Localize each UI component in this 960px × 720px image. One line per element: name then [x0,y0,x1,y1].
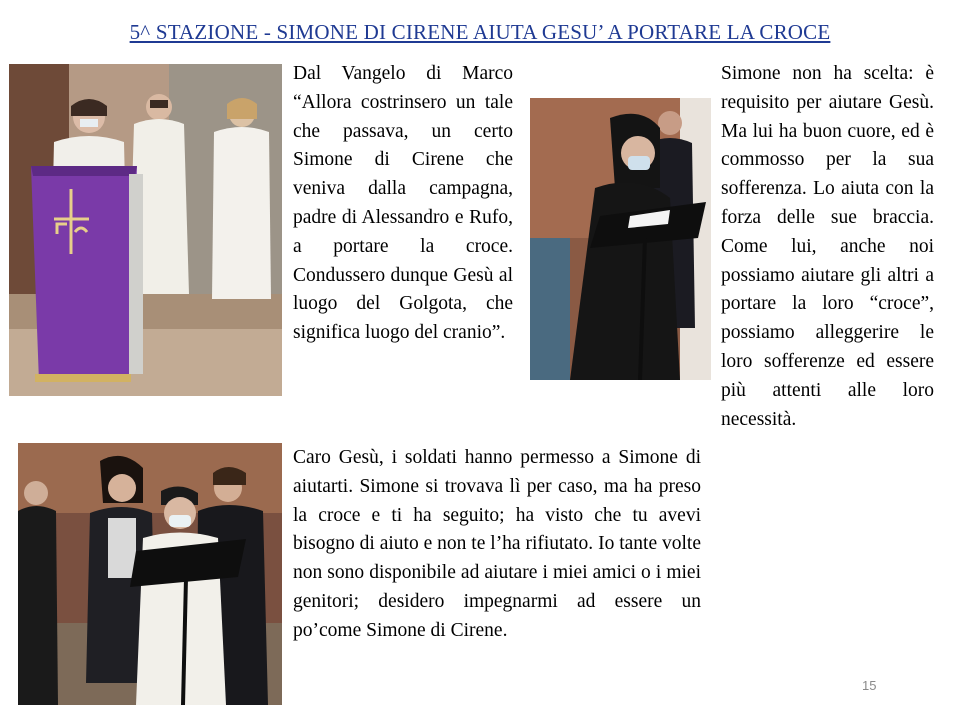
reflection-text: Simone non ha scelta: è requisito per aiutare Gesù. Ma lui ha buon cuore, ed è commosso per la sua sofferenza. Lo aiuta con la forza delle sue braccia. Come lui, anche noi possiamo aiutare gli altri a portare la loro “croce”, possiamo alleggerire le loro sofferenze ed essere più attenti alle loro necessità. [721,63,934,430]
page-number: 15 [862,678,877,693]
prayer-text: Caro Gesù, i soldati hanno permesso a Simone di aiutarti. Simone si trovava lì per caso, ma ha preso la croce e ti ha seguito; ha visto che tu avevi bisogno di aiuto e non te l’ha rifiutato. Io tante volte non sono disponibile ad aiutare i miei amici o i miei genitori; desidero impegnarmi ad essere un po’come Simone di Cirene. [293,447,701,641]
gospel-text: Dal Vangelo di Marco “Allora costrinsero un tale che passava, un certo Simone di Cirene che veniva dalla campagna, padre di Alessandro e Rufo, a portare la croce. Condussero dunque Gesù al luogo del Golgota, che significa luogo del cranio”. [293,63,513,344]
photo-boy-reading [18,443,282,705]
slide-title: 5^ STAZIONE - SIMONE DI CIRENE AIUTA GESU’ A PORTARE LA CROCE [129,20,831,44]
photo-priest-at-ambo [9,64,282,396]
photo-woman-reading [530,98,711,380]
